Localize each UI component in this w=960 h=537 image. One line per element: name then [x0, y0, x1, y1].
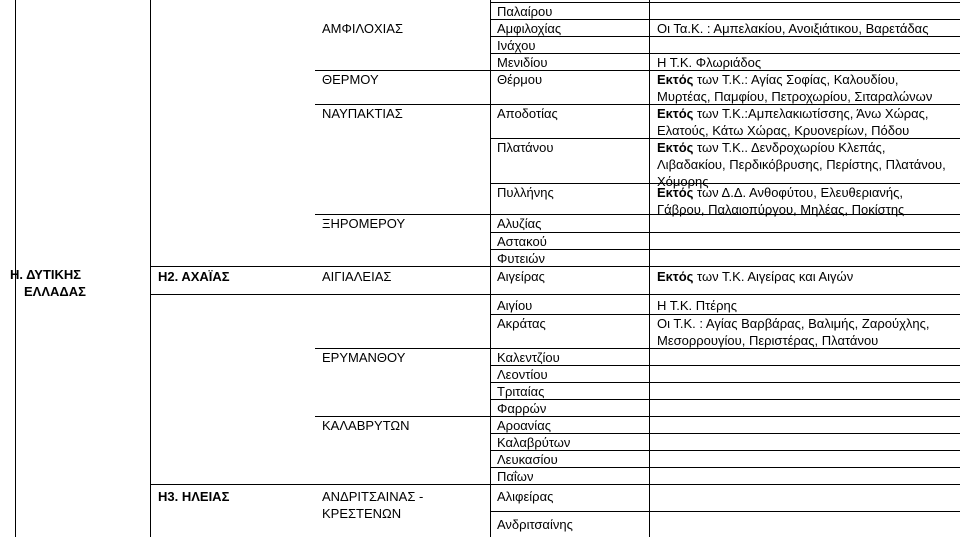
note-emphasis: Εκτός [657, 140, 694, 155]
unit-leontiou: Λεοντίου [497, 367, 548, 382]
municipality-nafpaktias: ΝΑΥΠΑΚΤΙΑΣ [322, 106, 403, 121]
unit-inachou: Ινάχου [497, 38, 536, 53]
unit-kalentziou: Καλεντζίου [497, 350, 560, 365]
note-emphasis: Εκτός [657, 106, 694, 121]
municipality-kalavryton: ΚΑΛΑΒΡΥΤΩΝ [322, 418, 410, 433]
unit-alyzias: Αλυζίας [497, 216, 542, 231]
unit-platanou: Πλατάνου [497, 140, 554, 155]
note-aigiou: Η Τ.Κ. Πτέρης [657, 298, 737, 313]
note-emphasis: Εκτός [657, 269, 694, 284]
note-amfilochias: Οι Τα.Κ. : Αμπελακίου, Ανοιξιάτικου, Βαρετάδας [657, 21, 929, 36]
note-apodotias [657, 105, 929, 122]
note-emphasis: Εκτός [657, 72, 694, 87]
municipality-andritsainas: ΑΝΔΡΙΤΣΑΙΝΑΣ - [322, 489, 424, 504]
municipality-xiromerou: ΞΗΡΟΜΕΡΟΥ [322, 216, 406, 231]
note-pyllinis [657, 184, 903, 201]
column-line [649, 0, 650, 537]
note-platanou: Χόμορης [657, 174, 709, 189]
municipality-erymanthou: ΕΡΥΜΑΝΘΟΥ [322, 350, 406, 365]
note-text: των Τ.Κ.:Αμπελακιωτίσσης, Άνω Χώρας, [693, 106, 929, 121]
subregion-achaia: Η2. ΑΧΑΪΑΣ [158, 269, 230, 284]
note-pyllinis: Γάβρου, Παλαιοπύργου, Μηλέας, Ποκίστης [657, 202, 905, 217]
note-text: των Τ.Κ. Αιγείρας και Αιγών [693, 269, 854, 284]
region-label: Η. ΔΥΤΙΚΗΣ [10, 267, 82, 282]
note-menidiou: Η Τ.Κ. Φλωριάδος [657, 55, 762, 70]
note-text: των Τ.Κ.: Αγίας Σοφίας, Καλουδίου, [693, 72, 899, 87]
row-line [490, 365, 960, 366]
unit-lefkasiou: Λευκασίου [497, 452, 558, 467]
note-platanou [657, 139, 953, 156]
note-thermou [657, 71, 899, 88]
row-line [490, 232, 960, 233]
region-label: ΕΛΛΑΔΑΣ [24, 284, 86, 299]
note-akratas: Οι Τ.Κ. : Αγίας Βαρβάρας, Βαλιμής, Ζαρούχλης, [657, 316, 930, 331]
unit-apodotias: Αποδοτίας [497, 106, 558, 121]
unit-akratas: Ακράτας [497, 316, 546, 331]
unit-aroanias: Αροανίας [497, 418, 551, 433]
note-platanou: Λιβαδακίου, Περδικόβρυσης, Περίστης, Πλατάνου, [657, 157, 946, 172]
note-text: των Δ.Δ. Ανθοφύτου, Ελευθεριανής, [693, 185, 903, 200]
column-line [490, 0, 491, 537]
unit-pyllinis: Πυλλήνης [497, 185, 554, 200]
row-line [150, 266, 960, 267]
unit-aigeiras: Αιγείρας [497, 269, 545, 284]
unit-amfilochias: Αμφιλοχίας [497, 21, 562, 36]
note-akratas: Μεσορρουγίου, Περιστέρας, Πλατάνου [657, 333, 879, 348]
municipality-aigialeias: ΑΙΓΙΑΛΕΙΑΣ [322, 269, 392, 284]
row-line [315, 416, 960, 417]
note-apodotias: Ελατούς, Κάτω Χώρας, Κρυονερίων, Πόδου [657, 123, 910, 138]
unit-alifeiras: Αλιφείρας [497, 489, 554, 504]
note-text [657, 139, 885, 156]
municipality-andritsainas: ΚΡΕΣΤΕΝΩΝ [322, 506, 402, 521]
unit-fyteion: Φυτειών [497, 251, 545, 266]
row-line [490, 2, 960, 3]
unit-aigiou: Αιγίου [497, 298, 533, 313]
unit-paion: Παΐων [497, 469, 534, 484]
unit-andritsainis: Ανδριτσαίνης [497, 517, 573, 532]
row-line [150, 484, 960, 485]
row-line [490, 249, 960, 250]
row-line [490, 467, 960, 468]
municipality-thermou: ΘΕΡΜΟΥ [322, 72, 379, 87]
unit-farron: Φαρρών [497, 401, 547, 416]
unit-thermou: Θέρμου [497, 72, 543, 87]
unit-astakou: Αστακού [497, 234, 547, 249]
row-line [490, 382, 960, 383]
note-emphasis: Εκτός [657, 185, 694, 200]
unit-tritaias: Τριταίας [497, 384, 545, 399]
row-line [490, 511, 960, 512]
row-line [490, 399, 960, 400]
unit-menidiou: Μενιδίου [497, 55, 548, 70]
municipality-amfilochias: ΑΜΦΙΛΟΧΙΑΣ [322, 21, 403, 36]
row-line [150, 294, 960, 295]
unit-palairou: Παλαίρου [497, 4, 553, 19]
unit-kalavryton: Καλαβρύτων [497, 435, 571, 450]
note-aigeiras [657, 268, 853, 285]
subregion-ileia: Η3. ΗΛΕΙΑΣ [158, 489, 230, 504]
note-text: των Τ.Κ.. Δενδροχωρίου Κλεπάς, [693, 140, 886, 155]
note-thermou: Μυρτέας, Παμφίου, Πετροχωρίου, Σιταραλώνων [657, 89, 933, 104]
column-line [150, 0, 151, 537]
